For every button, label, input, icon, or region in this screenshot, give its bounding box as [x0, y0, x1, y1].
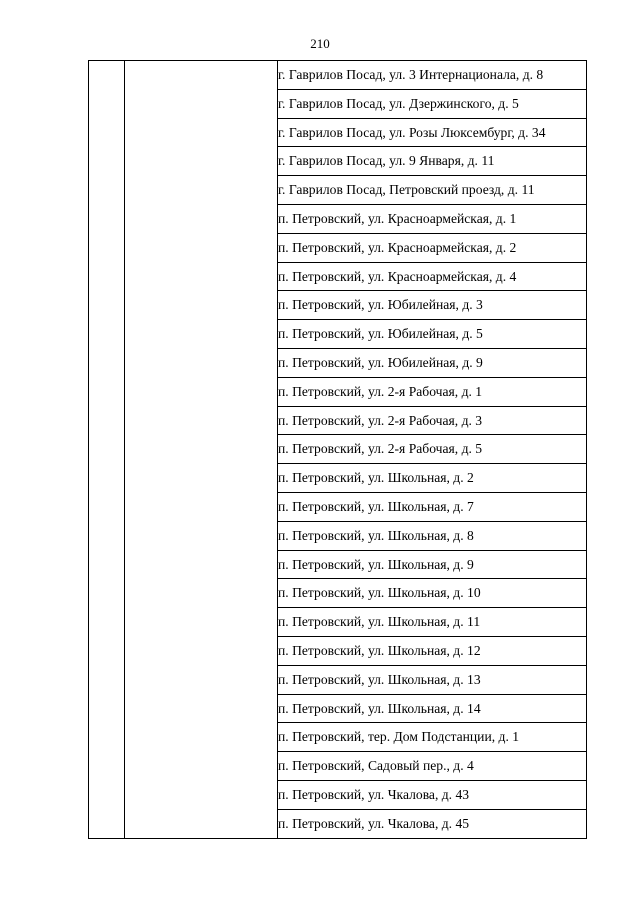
- address-cell: п. Петровский, ул. Красноармейская, д. 2: [278, 233, 587, 262]
- address-cell: п. Петровский, ул. Юбилейная, д. 9: [278, 348, 587, 377]
- address-table-body: [89, 61, 587, 839]
- address-cell: г. Гаврилов Посад, ул. 9 Января, д. 11: [278, 147, 587, 176]
- address-table: [88, 60, 587, 839]
- address-cell: п. Петровский, ул. Юбилейная, д. 3: [278, 291, 587, 320]
- address-cell: п. Петровский, Садовый пер., д. 4: [278, 752, 587, 781]
- address-cell: п. Петровский, ул. Красноармейская, д. 4: [278, 262, 587, 291]
- address-cell: п. Петровский, ул. Школьная, д. 12: [278, 636, 587, 665]
- address-cell: п. Петровский, ул. Красноармейская, д. 1: [278, 204, 587, 233]
- address-cell: п. Петровский, ул. Чкалова, д. 43: [278, 780, 587, 809]
- address-cell: п. Петровский, тер. Дом Подстанции, д. 1: [278, 723, 587, 752]
- address-cell: п. Петровский, ул. Юбилейная, д. 5: [278, 320, 587, 349]
- page-number: 210: [310, 36, 330, 51]
- address-cell: п. Петровский, ул. Школьная, д. 14: [278, 694, 587, 723]
- address-cell: п. Петровский, ул. Школьная, д. 2: [278, 464, 587, 493]
- address-cell: г. Гаврилов Посад, ул. 3 Интернационала, д. 8: [278, 61, 587, 90]
- address-cell: п. Петровский, ул. Чкалова, д. 45: [278, 809, 587, 838]
- address-cell: п. Петровский, ул. Школьная, д. 9: [278, 550, 587, 579]
- address-cell: г. Гаврилов Посад, ул. Розы Люксембург, д. 34: [278, 118, 587, 147]
- address-cell: г. Гаврилов Посад, ул. Дзержинского, д. 5: [278, 89, 587, 118]
- address-cell: п. Петровский, ул. 2-я Рабочая, д. 1: [278, 377, 587, 406]
- address-cell: п. Петровский, ул. Школьная, д. 10: [278, 579, 587, 608]
- table-row: [89, 61, 587, 90]
- address-cell: п. Петровский, ул. Школьная, д. 11: [278, 608, 587, 637]
- address-cell: п. Петровский, ул. Школьная, д. 8: [278, 521, 587, 550]
- address-cell: п. Петровский, ул. 2-я Рабочая, д. 5: [278, 435, 587, 464]
- name-column-cell: [125, 61, 278, 839]
- number-column-cell: [89, 61, 125, 839]
- address-cell: п. Петровский, ул. Школьная, д. 7: [278, 492, 587, 521]
- address-cell: п. Петровский, ул. 2-я Рабочая, д. 3: [278, 406, 587, 435]
- address-cell: г. Гаврилов Посад, Петровский проезд, д. 11: [278, 176, 587, 205]
- address-cell: п. Петровский, ул. Школьная, д. 13: [278, 665, 587, 694]
